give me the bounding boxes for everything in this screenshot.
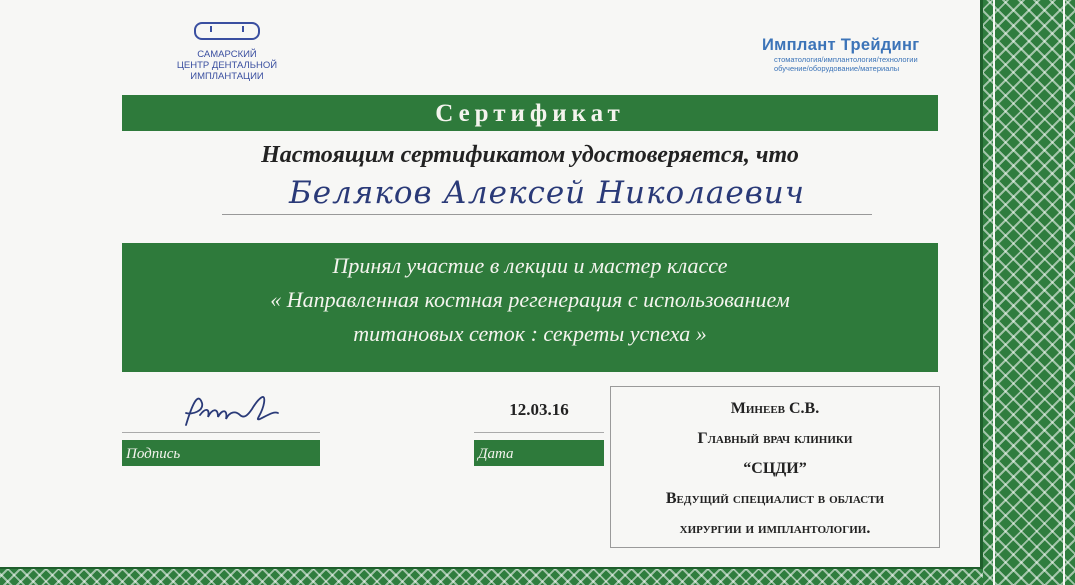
scdi-logo-line-1: САМАРСКИЙ bbox=[197, 49, 257, 60]
course-line-2: « Направленная костная регенерация с использованием bbox=[270, 287, 790, 312]
course-box bbox=[122, 243, 938, 372]
signature-line bbox=[122, 432, 320, 433]
scdi-logo bbox=[172, 22, 282, 82]
ornamental-border-right bbox=[980, 0, 1075, 585]
signer-name: Минеев С.В. bbox=[730, 400, 820, 417]
date-value: 12.03.16 bbox=[509, 400, 569, 419]
course-line-3: титановых сеток : секреты успеха » bbox=[353, 321, 707, 346]
implant-trading-tagline-2: обучение/оборудование/материалы bbox=[774, 64, 900, 73]
date-label: Дата bbox=[474, 440, 604, 466]
implant-trading-brand: Имплант Трейдинг bbox=[762, 36, 920, 54]
handwritten-signature bbox=[178, 385, 288, 433]
scdi-logo-mark-icon bbox=[194, 22, 260, 40]
implant-trading-tagline-1: стоматология/имплантология/технологии bbox=[774, 55, 918, 64]
signature-label: Подпись bbox=[122, 440, 320, 466]
certificate-intro: Настоящим сертификатом удостоверяется, что bbox=[261, 142, 799, 168]
signer-specialty-1: Ведущий специалист в области bbox=[665, 490, 885, 507]
certificate-title: Сертификат bbox=[122, 95, 938, 131]
scdi-logo-line-3: ИМПЛАНТАЦИИ bbox=[190, 71, 264, 82]
signer-specialty-2: хирургии и имплантологии. bbox=[679, 520, 871, 537]
signer-role: Главный врач клиники bbox=[697, 430, 853, 447]
date-line bbox=[474, 432, 604, 433]
scdi-logo-line-2: ЦЕНТР ДЕНТАЛЬНОЙ bbox=[176, 60, 278, 71]
recipient-name: Беляков Алексей Николаевич bbox=[222, 170, 872, 215]
ornamental-border-bottom bbox=[0, 567, 983, 585]
course-line-1: Принял участие в лекции и мастер классе bbox=[332, 253, 728, 278]
signer-box bbox=[610, 386, 940, 548]
signer-clinic: “СЦДИ” bbox=[743, 460, 807, 477]
implant-trading-logo bbox=[762, 36, 962, 73]
